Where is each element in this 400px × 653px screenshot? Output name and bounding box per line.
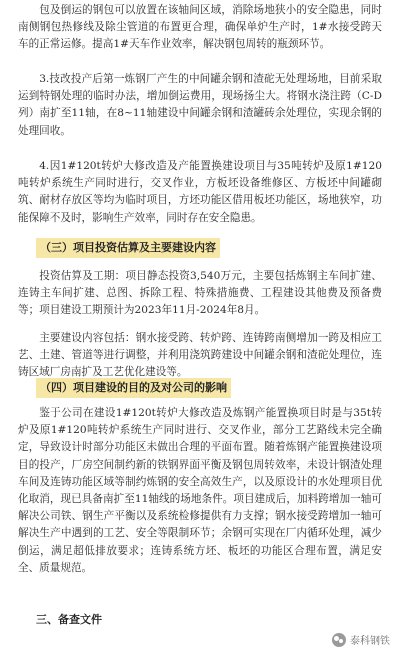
paragraph-investment-estimate: 投资估算及工期：项目静态投资3,540万元，主要包括炼钢主车间扩建、连铸主车间扩建、总图、拆除工程、特殊措施费、工程建设其他费及预备费等；项目建设工期预计为2023年11月-2024年8月。 (18, 270, 382, 317)
watermark-text: 泰科钢铁 (350, 636, 390, 647)
paragraph-item-4: 4.因1#120t转炉大修改造及产能置换建设项目与35吨转炉及原1#120吨转炉系统生产同时进行，交叉作业，方板坯设备维修区、方板坯中间罐砌筑、耐材存放区等均为临时项目，方坯功能区借用板坯功能区，场地狭窄，功能保障不及时，影响生产效率，同时存在安全隐患。 (18, 160, 382, 224)
paragraph-item-3: 3.技改投产后第一炼钢厂产生的中间罐余钢和渣砣无处理场地，目前采取运到特钢处理的临时办法，增加倒运费用，现场扬尘大。将钢水浇注跨（C-D列）南扩至11轴，在8~11轴建设中间罐余钢和渣罐砖余处理位，实现余钢的处理回收。 (18, 73, 382, 137)
paragraph-ladle-area: 包及倒运的钢包可以放置在该轴间区域，消除场地狭小的安全隐患，同时南侧钢包热修线及除尘管道的布置更合理，确保单炉生产时，1#水接受跨天车的正常运修。提高1#天车作业效率，解决钢包周转的瓶颈环节。 (18, 4, 382, 51)
paragraph-construction-content: 主要建设内容包括：钢水接受跨、转炉跨、连铸跨南侧增加一跨及相应工艺、土建、管道等进行调整，并利用浇筑跨建设中间罐余钢和渣砣处理位，连铸区域厂房南扩及工艺优化建设等。 (18, 332, 382, 379)
watermark (332, 632, 390, 647)
paragraph-purpose-impact: 鉴于公司在建设1#120t转炉大修改造及炼钢产能置换项目时是与35t转炉及原1#120吨转炉系统生产同时进行、交叉作业，部分工艺路线未完全确定，导致设计时部分功能区未做出合理的平面布置。随着炼钢产能置换建设项目的投产，厂房空间制约新的铁钢界面平衡及钢包周转效率，未设计钢渣处理车间及连铸功能区域等制约炼钢的安全高效生产，以及原设计的水处理项目优化取消，现已具备南扩至11轴线的场地条件。项目建成后，加料跨增加一轴可解决公司铁、钢生产平衡以及系统检修提供有力支撑；钢水接受跨增加一轴可解决生产中遇到的工艺、安全等限制环节；余钢可实现在厂内循环处理，减少倒运，满足超低排放要求；连铸系统方坯、板坯的功能区合理布置，满足安全、质量规范。 (18, 407, 382, 574)
wechat-icon (332, 633, 346, 647)
heading-reference-files: 三、备查文件 (36, 613, 102, 626)
heading-investment: （三）项目投资估算及主要建设内容 (36, 238, 220, 258)
heading-purpose: （四）项目建设的目的及对公司的影响 (36, 378, 231, 398)
